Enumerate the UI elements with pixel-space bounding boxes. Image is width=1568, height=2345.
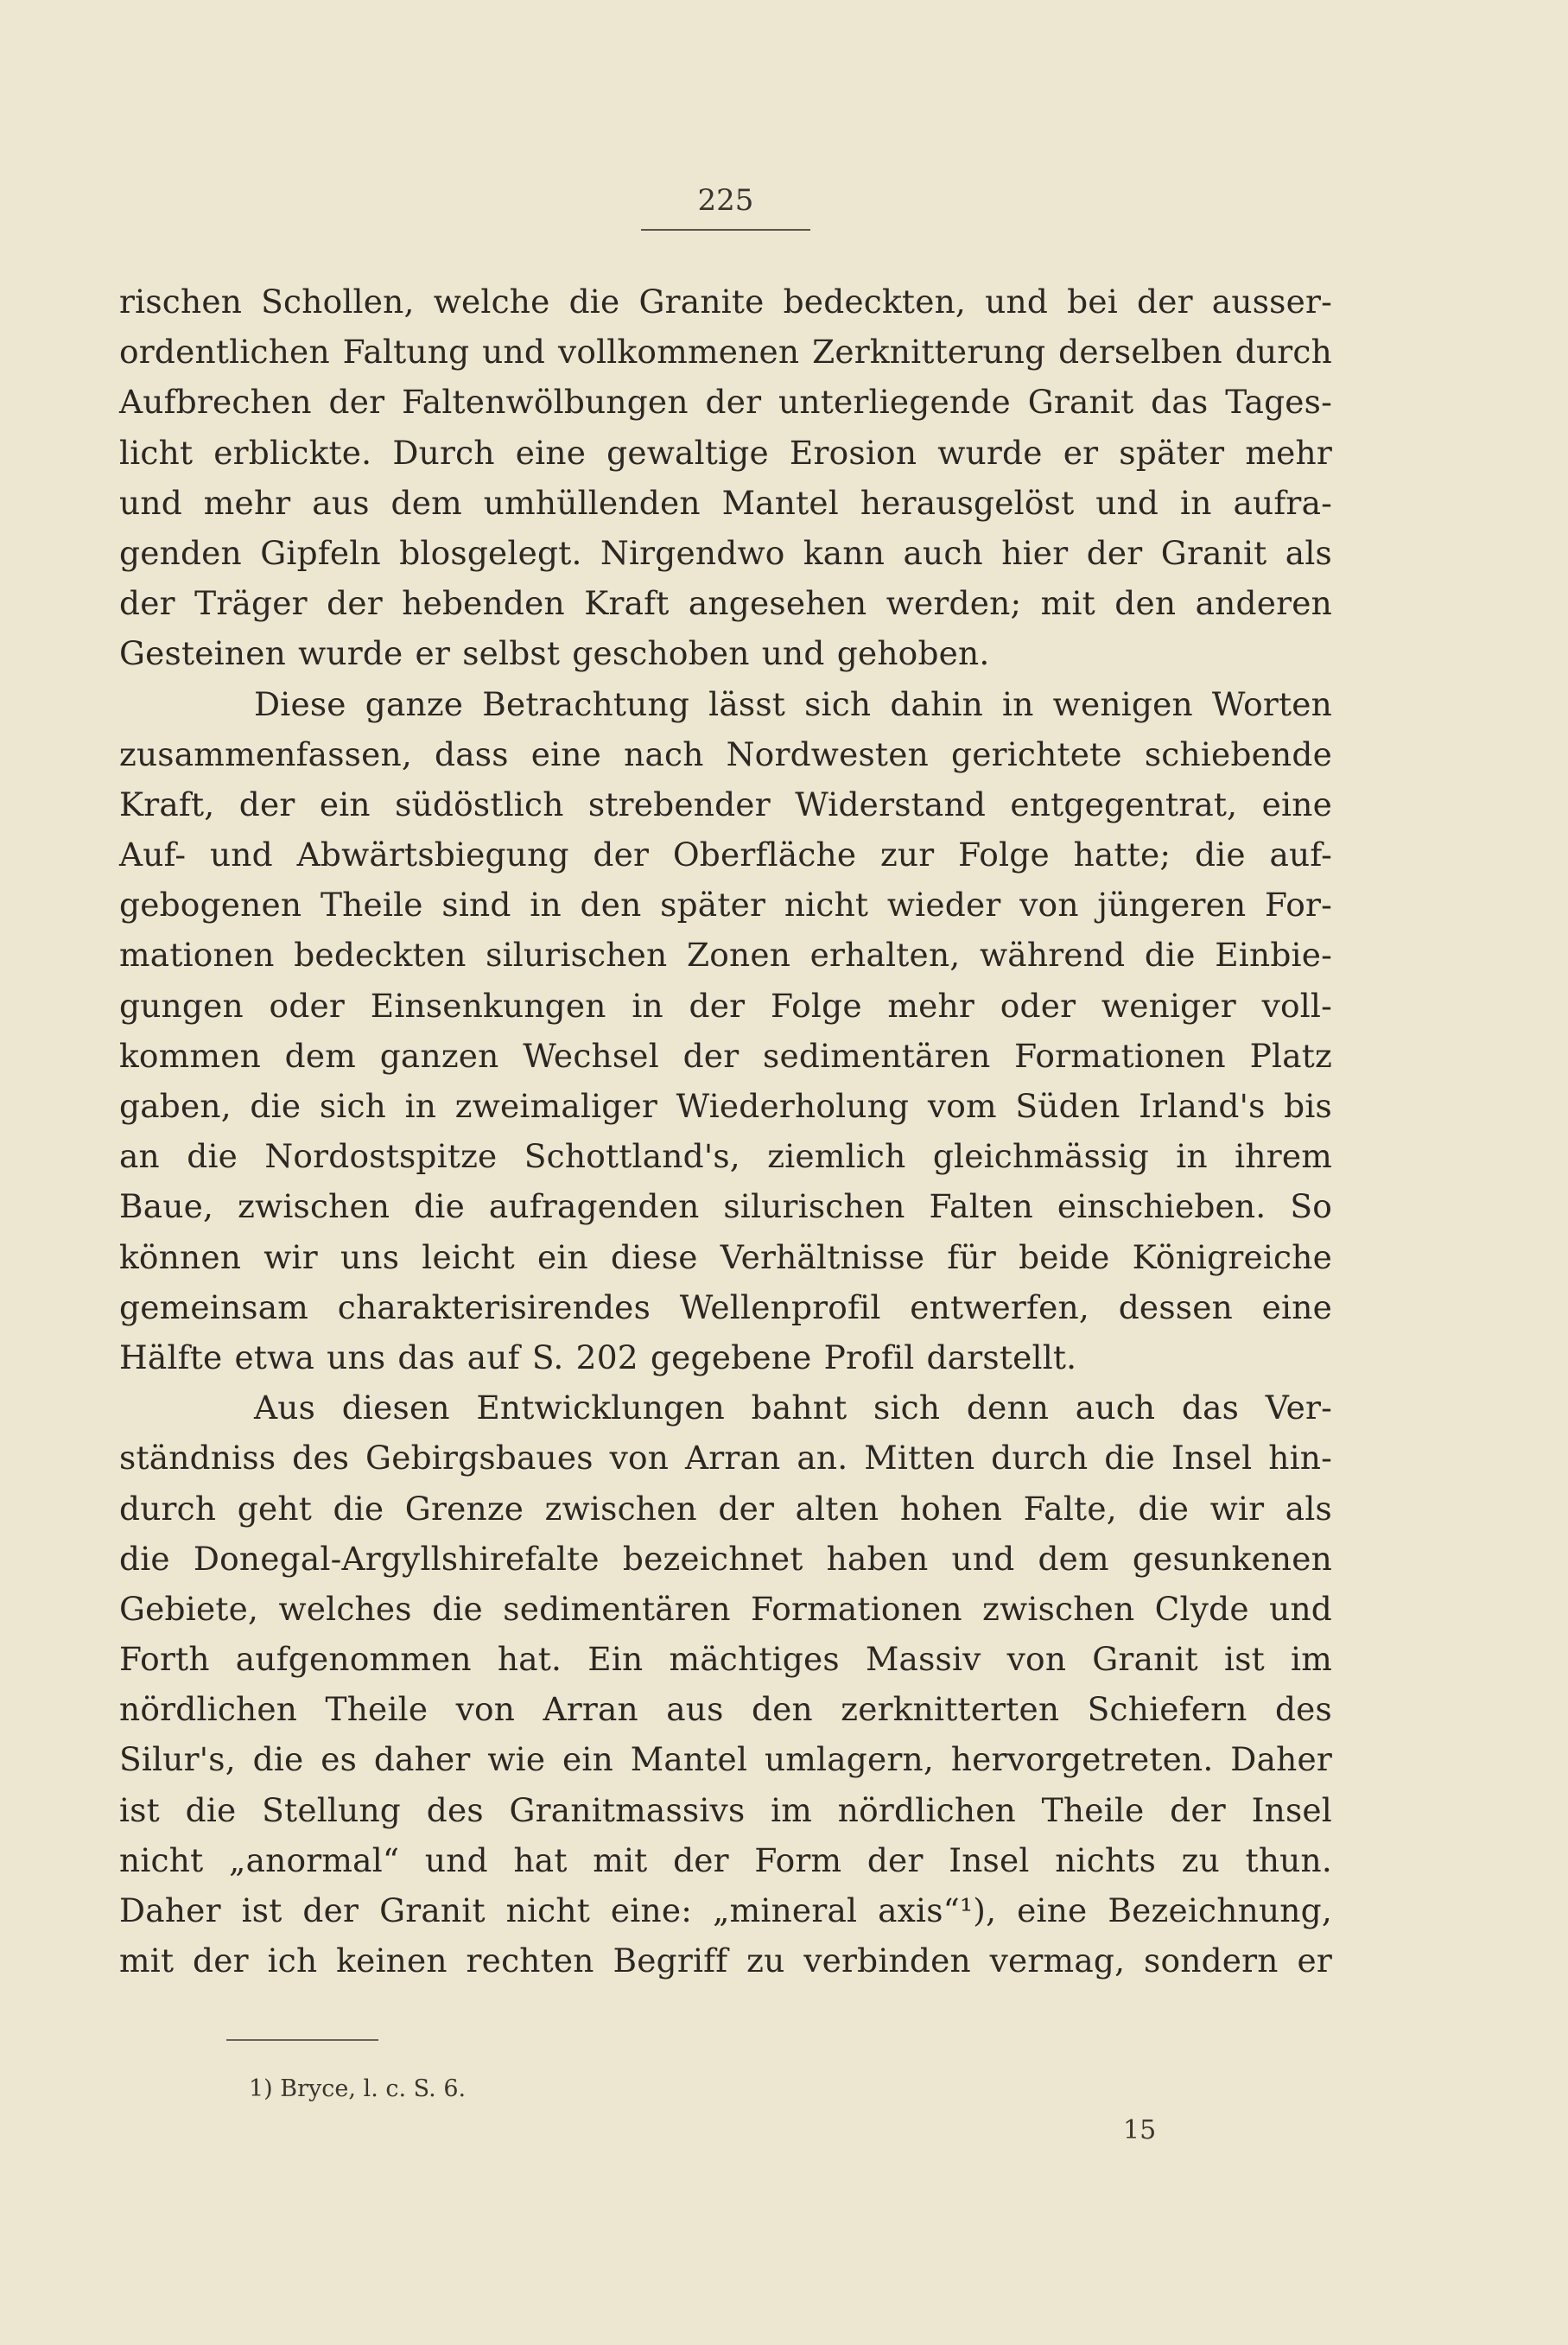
text-line: können wir uns leicht ein diese Verhältnisse für beide Königreiche — [119, 1237, 1332, 1276]
text-line: Hälfte etwa uns das auf S. 202 gegebene Profil darstellt. — [119, 1338, 1077, 1376]
text-line: zusammenfassen, dass eine nach Nordwesten gerichtete schiebende — [119, 734, 1332, 773]
text-line: durch geht die Grenze zwischen der alten hohen Falte, die wir als — [119, 1489, 1332, 1528]
text-line: Gebiete, welches die sedimentären Formationen zwischen Clyde und — [119, 1589, 1332, 1628]
page-number: 225 — [697, 183, 754, 218]
text-line: Forth aufgenommen hat. Ein mächtiges Massiv von Granit ist im — [119, 1640, 1332, 1679]
text-line: mit der ich keinen rechten Begriff zu verbinden vermag, sondern er — [119, 1941, 1332, 1980]
body-text — [119, 276, 1332, 1986]
text-line: Diese ganze Betrachtung lässt sich dahin in wenigen Worten — [254, 684, 1332, 723]
text-line: gemeinsam charakterisirendes Wellenprofil entwerfen, dessen eine — [119, 1287, 1332, 1326]
text-line: kommen dem ganzen Wechsel der sedimentären Formationen Platz — [119, 1036, 1332, 1075]
text-line: Baue, zwischen die aufragenden silurischen Falten einschieben. So — [119, 1187, 1332, 1226]
text-line: an die Nordostspitze Schottland's, ziemlich gleichmässig in ihrem — [119, 1137, 1332, 1176]
paragraph — [119, 276, 1332, 679]
footnote: 1) Bryce, l. c. S. 6. — [249, 2075, 467, 2102]
text-line: Daher ist der Granit nicht eine: „mineral axis“¹), eine Bezeichnung, — [119, 1891, 1332, 1929]
text-line: gebogenen Theile sind in den später nicht wieder von jüngeren For- — [119, 886, 1332, 925]
text-line: mationen bedeckten silurischen Zonen erhalten, während die Einbie- — [119, 936, 1332, 975]
paragraph — [119, 1382, 1332, 1986]
text-line: Aufbrechen der Faltenwölbungen der unterliegende Granit das Tages- — [119, 383, 1332, 422]
text-line: die Donegal-Argyllshirefalte bezeichnet haben und dem gesunkenen — [119, 1539, 1332, 1578]
text-line: Silur's, die es daher wie ein Mantel umlagern, hervorgetreten. Daher — [119, 1740, 1332, 1779]
text-line: licht erblickte. Durch eine gewaltige Erosion wurde er später mehr — [119, 433, 1332, 472]
text-line: genden Gipfeln blosgelegt. Nirgendwo kann auch hier der Granit als — [119, 533, 1332, 572]
text-line: Aus diesen Entwicklungen bahnt sich denn auch das Ver- — [254, 1389, 1332, 1427]
text-line: der Träger der hebenden Kraft angesehen werden; mit den anderen — [119, 584, 1332, 623]
signature-mark: 15 — [1123, 2115, 1157, 2145]
text-line: nördlichen Theile von Arran aus den zerknitterten Schiefern des — [119, 1690, 1332, 1729]
text-line: Gesteinen wurde er selbst geschoben und gehoben. — [119, 634, 990, 673]
text-line: gaben, die sich in zweimaliger Wiederholung vom Süden Irland's bis — [119, 1087, 1332, 1125]
text-line: nicht „anormal“ und hat mit der Form der Insel nichts zu thun. — [119, 1840, 1332, 1879]
footnote-rule — [226, 2039, 378, 2041]
text-line: und mehr aus dem umhüllenden Mantel herausgelöst und in aufra- — [119, 483, 1332, 522]
text-line: ständniss des Gebirgsbaues von Arran an. Mitten durch die Insel hin- — [119, 1439, 1332, 1478]
text-line: Kraft, der ein südöstlich strebender Widerstand entgegentrat, eine — [119, 785, 1332, 823]
text-line: Auf- und Abwärtsbiegung der Oberfläche zur Folge hatte; die auf- — [119, 836, 1332, 874]
text-line: rischen Schollen, welche die Granite bedeckten, und bei der ausser- — [119, 283, 1332, 321]
paragraph — [119, 679, 1332, 1383]
text-line: gungen oder Einsenkungen in der Folge mehr oder weniger voll- — [119, 986, 1332, 1025]
text-line: ist die Stellung des Granitmassivs im nördlichen Theile der Insel — [119, 1790, 1332, 1829]
text-line: ordentlichen Faltung und vollkommenen Zerknitterung derselben durch — [119, 333, 1332, 372]
header-rule — [641, 229, 810, 231]
